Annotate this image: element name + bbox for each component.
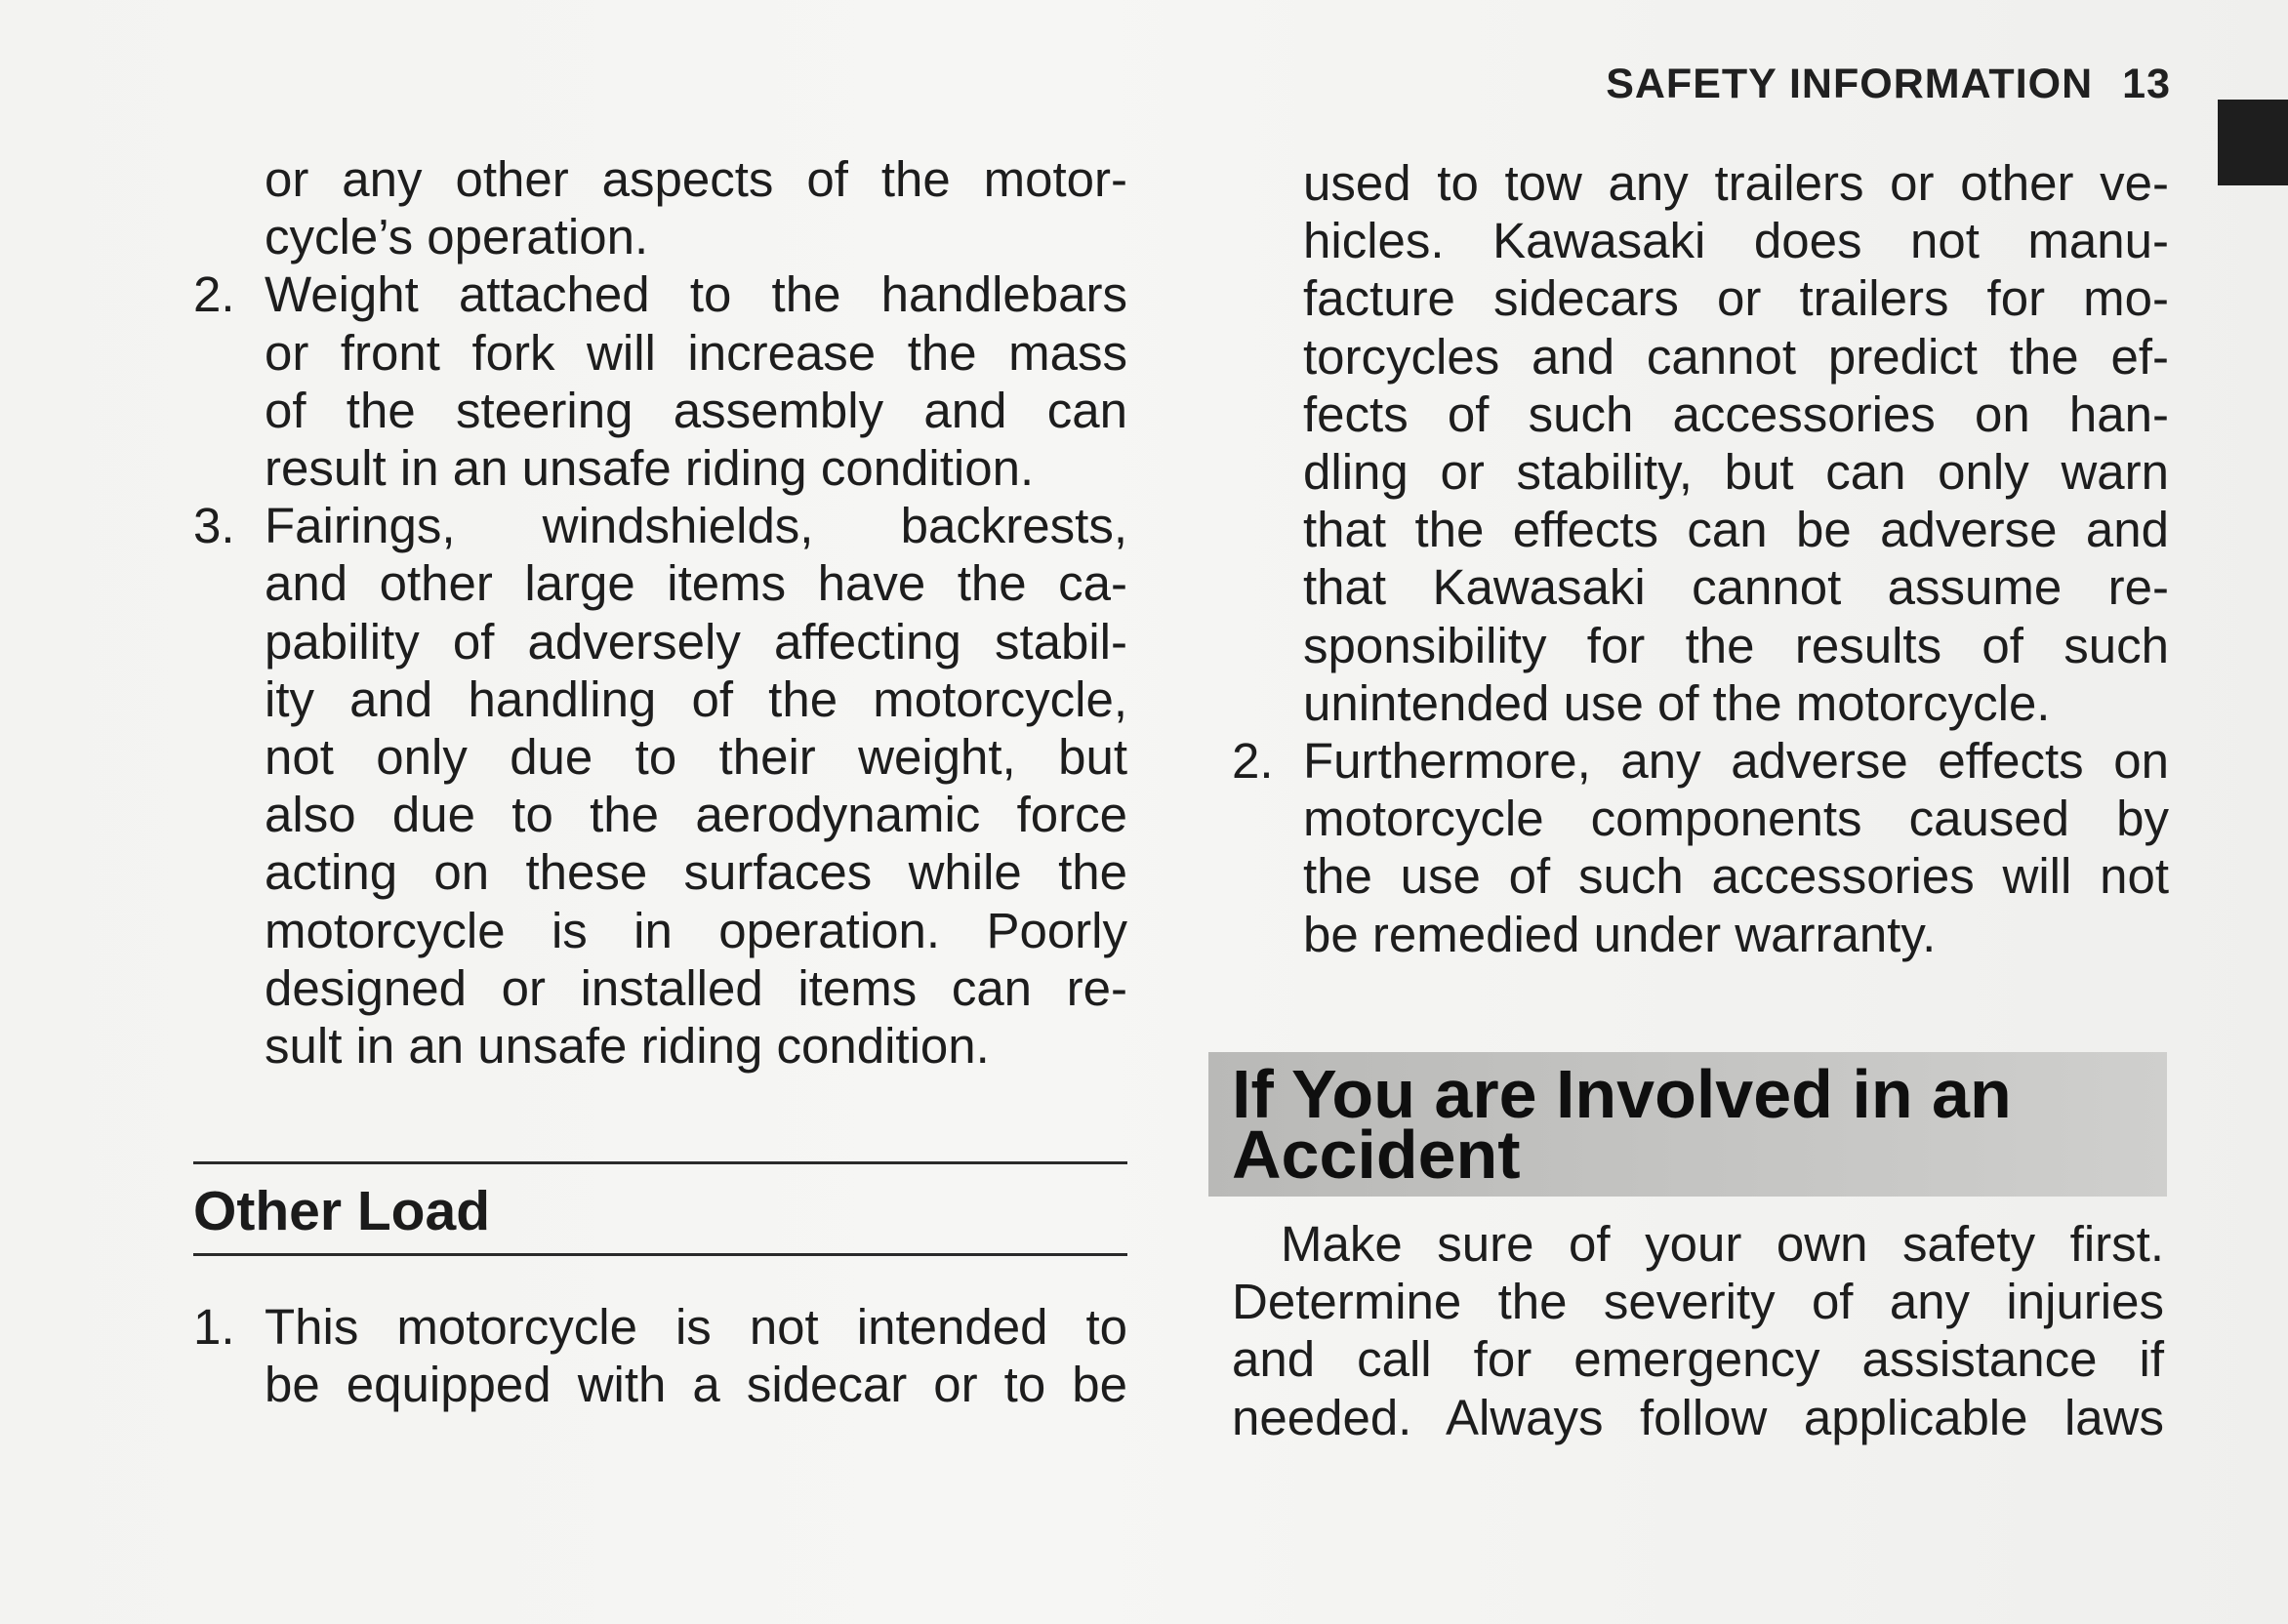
list-item-2 [193,265,1127,497]
text-line: acting on these surfaces while the [265,844,1127,901]
text-line: be equipped with a sidecar or to be [265,1357,1127,1413]
header-section-title: SAFETY INFORMATION [1606,61,2094,107]
text-line: result in an unsafe riding condition. [265,440,1035,497]
list-number: 3. [193,498,235,554]
text-line: This motorcycle is not intended to [265,1299,1127,1355]
heading-line: Accident [1232,1116,1521,1193]
running-header [1606,61,2171,108]
text-line: and other large items have the ca- [265,555,1127,612]
text-line: the use of such accessories will not [1303,848,2169,905]
text-line: or front fork will increase the mass [265,324,1127,381]
text-line: motorcycle components caused by [1303,791,2169,847]
list-item-2 [1232,732,2169,963]
text-line: also due to the aerodynamic force [265,787,1127,843]
text-line: hicles. Kawasaki does not manu- [1303,213,2169,269]
list-item-1 [193,1298,1127,1413]
thumb-index-tab [2218,100,2288,185]
heading-line: If You are Involved in an [1232,1056,2012,1132]
text-line: used to tow any trailers or other ve- [1303,155,2169,211]
text-line: Make sure of your own safety first. [1281,1216,2164,1272]
other-load-list [193,1298,1127,1413]
text-line: Fairings, windshields, backrests, [265,498,1127,554]
text-line: facture sidecars or trailers for mo- [1303,270,2169,327]
section-rule-top [193,1161,1127,1164]
text-line: Furthermore, any adverse effects on [1303,733,2169,790]
text-line: unintended use of the motorcycle. [1303,674,2051,731]
accident-paragraph [1232,1215,2164,1446]
text-line: ity and handling of the motorcycle, [265,670,1127,727]
text-line: fects of such accessories on han- [1303,386,2169,442]
text-line: that the effects can be adverse and [1303,502,2169,558]
right-column [1232,154,2169,963]
text-line: pability of adversely affecting stabil- [265,613,1127,670]
text-line: designed or installed items can re- [265,959,1127,1016]
text-line: not only due to their weight, but [265,729,1127,786]
text-line: cycle’s operation. [265,209,649,265]
section-rule-bottom [193,1253,1127,1256]
text-line: and call for emergency assistance if [1232,1331,2164,1388]
text-line: or any other aspects of the motor- [265,151,1127,207]
text-line: sponsibility for the results of such [1303,617,2169,673]
text-line: needed. Always follow applicable laws [1232,1389,2164,1445]
page-number: 13 [2122,61,2171,107]
text-line: Determine the severity of any injuries [1232,1274,2164,1330]
section-title-other-load: Other Load [193,1180,491,1242]
text-line: be remedied under warranty. [1303,906,1937,962]
text-line: sult in an unsafe riding condition. [265,1018,990,1075]
text-line: Weight attached to the handlebars [265,266,1127,323]
continued-item [1232,154,2169,732]
continued-item [193,150,1127,265]
list-item-3 [193,497,1127,1075]
text-line: torcycles and cannot predict the ef- [1303,328,2169,385]
list-number: 2. [1232,733,1274,790]
text-line: dling or stability, but can only warn [1303,444,2169,501]
left-column [193,150,1127,1075]
list-number: 1. [193,1299,235,1355]
list-number: 2. [193,266,235,323]
text-line: of the steering assembly and can [265,382,1127,438]
text-line: that Kawasaki cannot assume re- [1303,559,2169,616]
accident-heading [1232,1056,2012,1193]
text-line: motorcycle is in operation. Poorly [265,902,1127,958]
